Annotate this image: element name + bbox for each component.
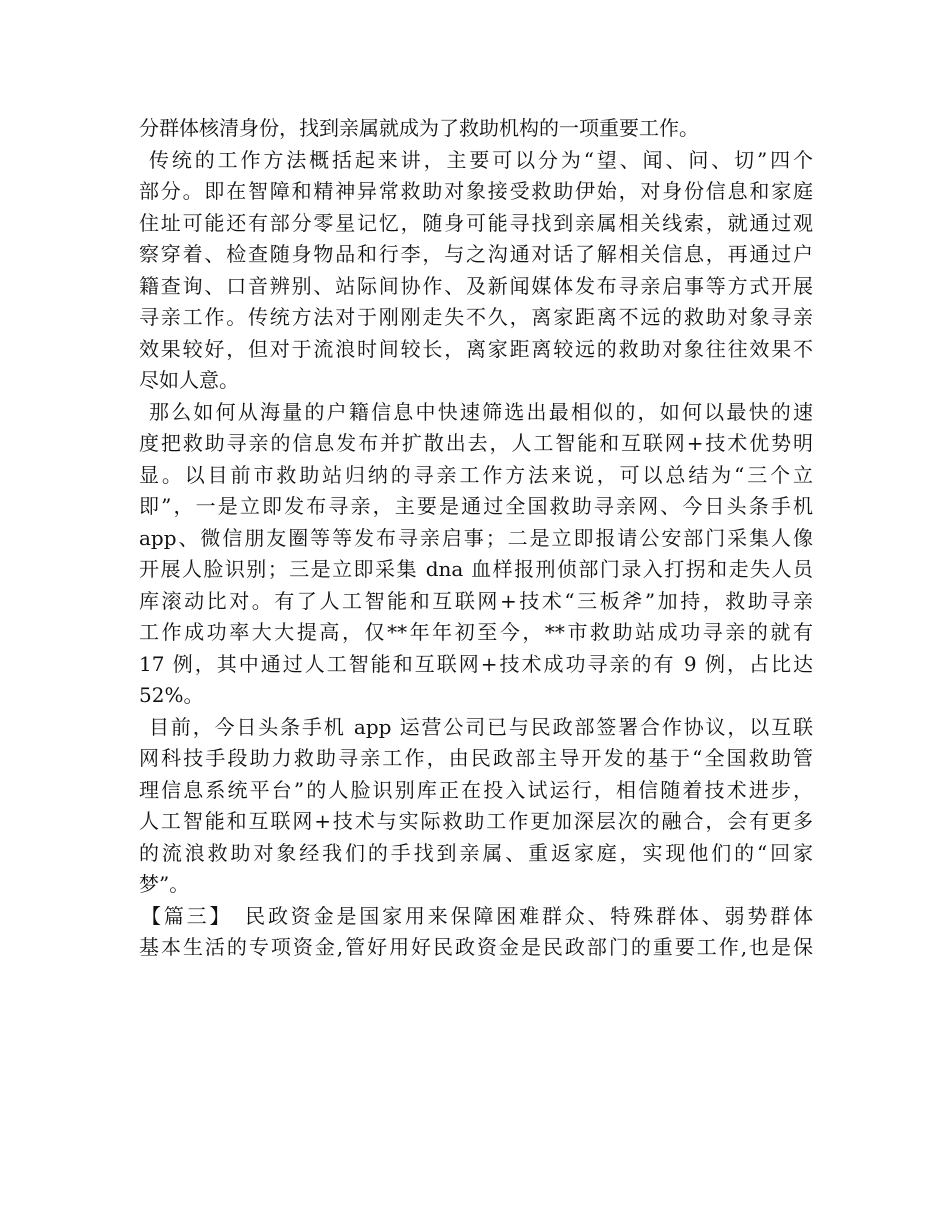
- text-line: 尽如人意。: [139, 368, 239, 392]
- text-line: 住址可能还有部分零星记忆，随身可能寻找到亲属相关线索，就通过观: [139, 210, 813, 235]
- text-line: 显。以目前市救助站归纳的寻亲工作方法来说，可以总结为“三个立: [139, 462, 813, 487]
- paragraph-1: [139, 113, 813, 145]
- text-line: 察穿着、检查随身物品和行李，与之沟通对话了解相关信息，再通过户: [139, 242, 813, 266]
- text-line: 度把救助寻亲的信息发布并扩散出去，人工智能和互联网+技术优势明: [139, 431, 813, 455]
- text-line: 17 例，其中通过人工智能和互联网+技术成功寻亲的有 9 例，占比达: [139, 651, 813, 676]
- text-line: 工作成功率大大提高，仅**年年初至今，**市救助站成功寻亲的就有: [139, 620, 813, 644]
- text-line: 开展人脸识别；三是立即采集 dna 血样报刑侦部门录入打拐和走失人员: [139, 557, 813, 581]
- document-body: [139, 113, 813, 964]
- text-line: app、微信朋友圈等等发布寻亲启事；二是立即报请公安部门采集人像: [139, 525, 813, 550]
- paragraph-4: [139, 712, 813, 901]
- paragraph-2: [139, 145, 813, 397]
- text-line: 传统的工作方法概括起来讲，主要可以分为“望、闻、问、切”四个: [149, 147, 813, 172]
- text-line: 目前，今日头条手机 app 运营公司已与民政部签署合作协议，以互联: [149, 714, 813, 739]
- text-line: 理信息系统平台”的人脸识别库正在投入试运行，相信随着技术进步，: [139, 777, 813, 802]
- text-line: 网科技手段助力救助寻亲工作，由民政部主导开发的基于“全国救助管: [139, 746, 813, 770]
- text-line: 基本生活的专项资金,管好用好民政资金是民政部门的重要工作,也是保: [139, 935, 813, 959]
- text-line: 52%。: [139, 683, 204, 707]
- text-line: 分群体核清身份，找到亲属就成为了救助机构的一项重要工作。: [139, 116, 699, 140]
- text-line: 籍查询、口音辨别、站际间协作、及新闻媒体发布寻亲启事等方式开展: [139, 273, 813, 298]
- text-line: 梦”。: [139, 872, 190, 896]
- text-line: 即”，一是立即发布寻亲，主要是通过全国救助寻亲网、今日头条手机: [139, 494, 813, 518]
- text-line: 的流浪救助对象经我们的手找到亲属、重返家庭，实现他们的“回家: [139, 840, 813, 865]
- text-line: 人工智能和互联网+技术与实际救助工作更加深层次的融合，会有更多: [139, 809, 813, 833]
- text-line: 寻亲工作。传统方法对于刚刚走失不久，离家距离不远的救助对象寻亲: [139, 305, 813, 329]
- paragraph-3: [139, 397, 813, 712]
- text-line: 【篇三】 民政资金是国家用来保障困难群众、特殊群体、弱势群体: [141, 903, 813, 928]
- text-line: 那么如何从海量的户籍信息中快速筛选出最相似的，如何以最快的速: [149, 399, 813, 424]
- text-line: 部分。即在智障和精神异常救助对象接受救助伊始，对身份信息和家庭: [139, 179, 813, 203]
- paragraph-5: [139, 901, 813, 964]
- text-line: 效果较好，但对于流浪时间较长，离家距离较远的救助对象往往效果不: [139, 336, 813, 361]
- text-line: 库滚动比对。有了人工智能和互联网+技术“三板斧”加持，救助寻亲: [139, 588, 813, 613]
